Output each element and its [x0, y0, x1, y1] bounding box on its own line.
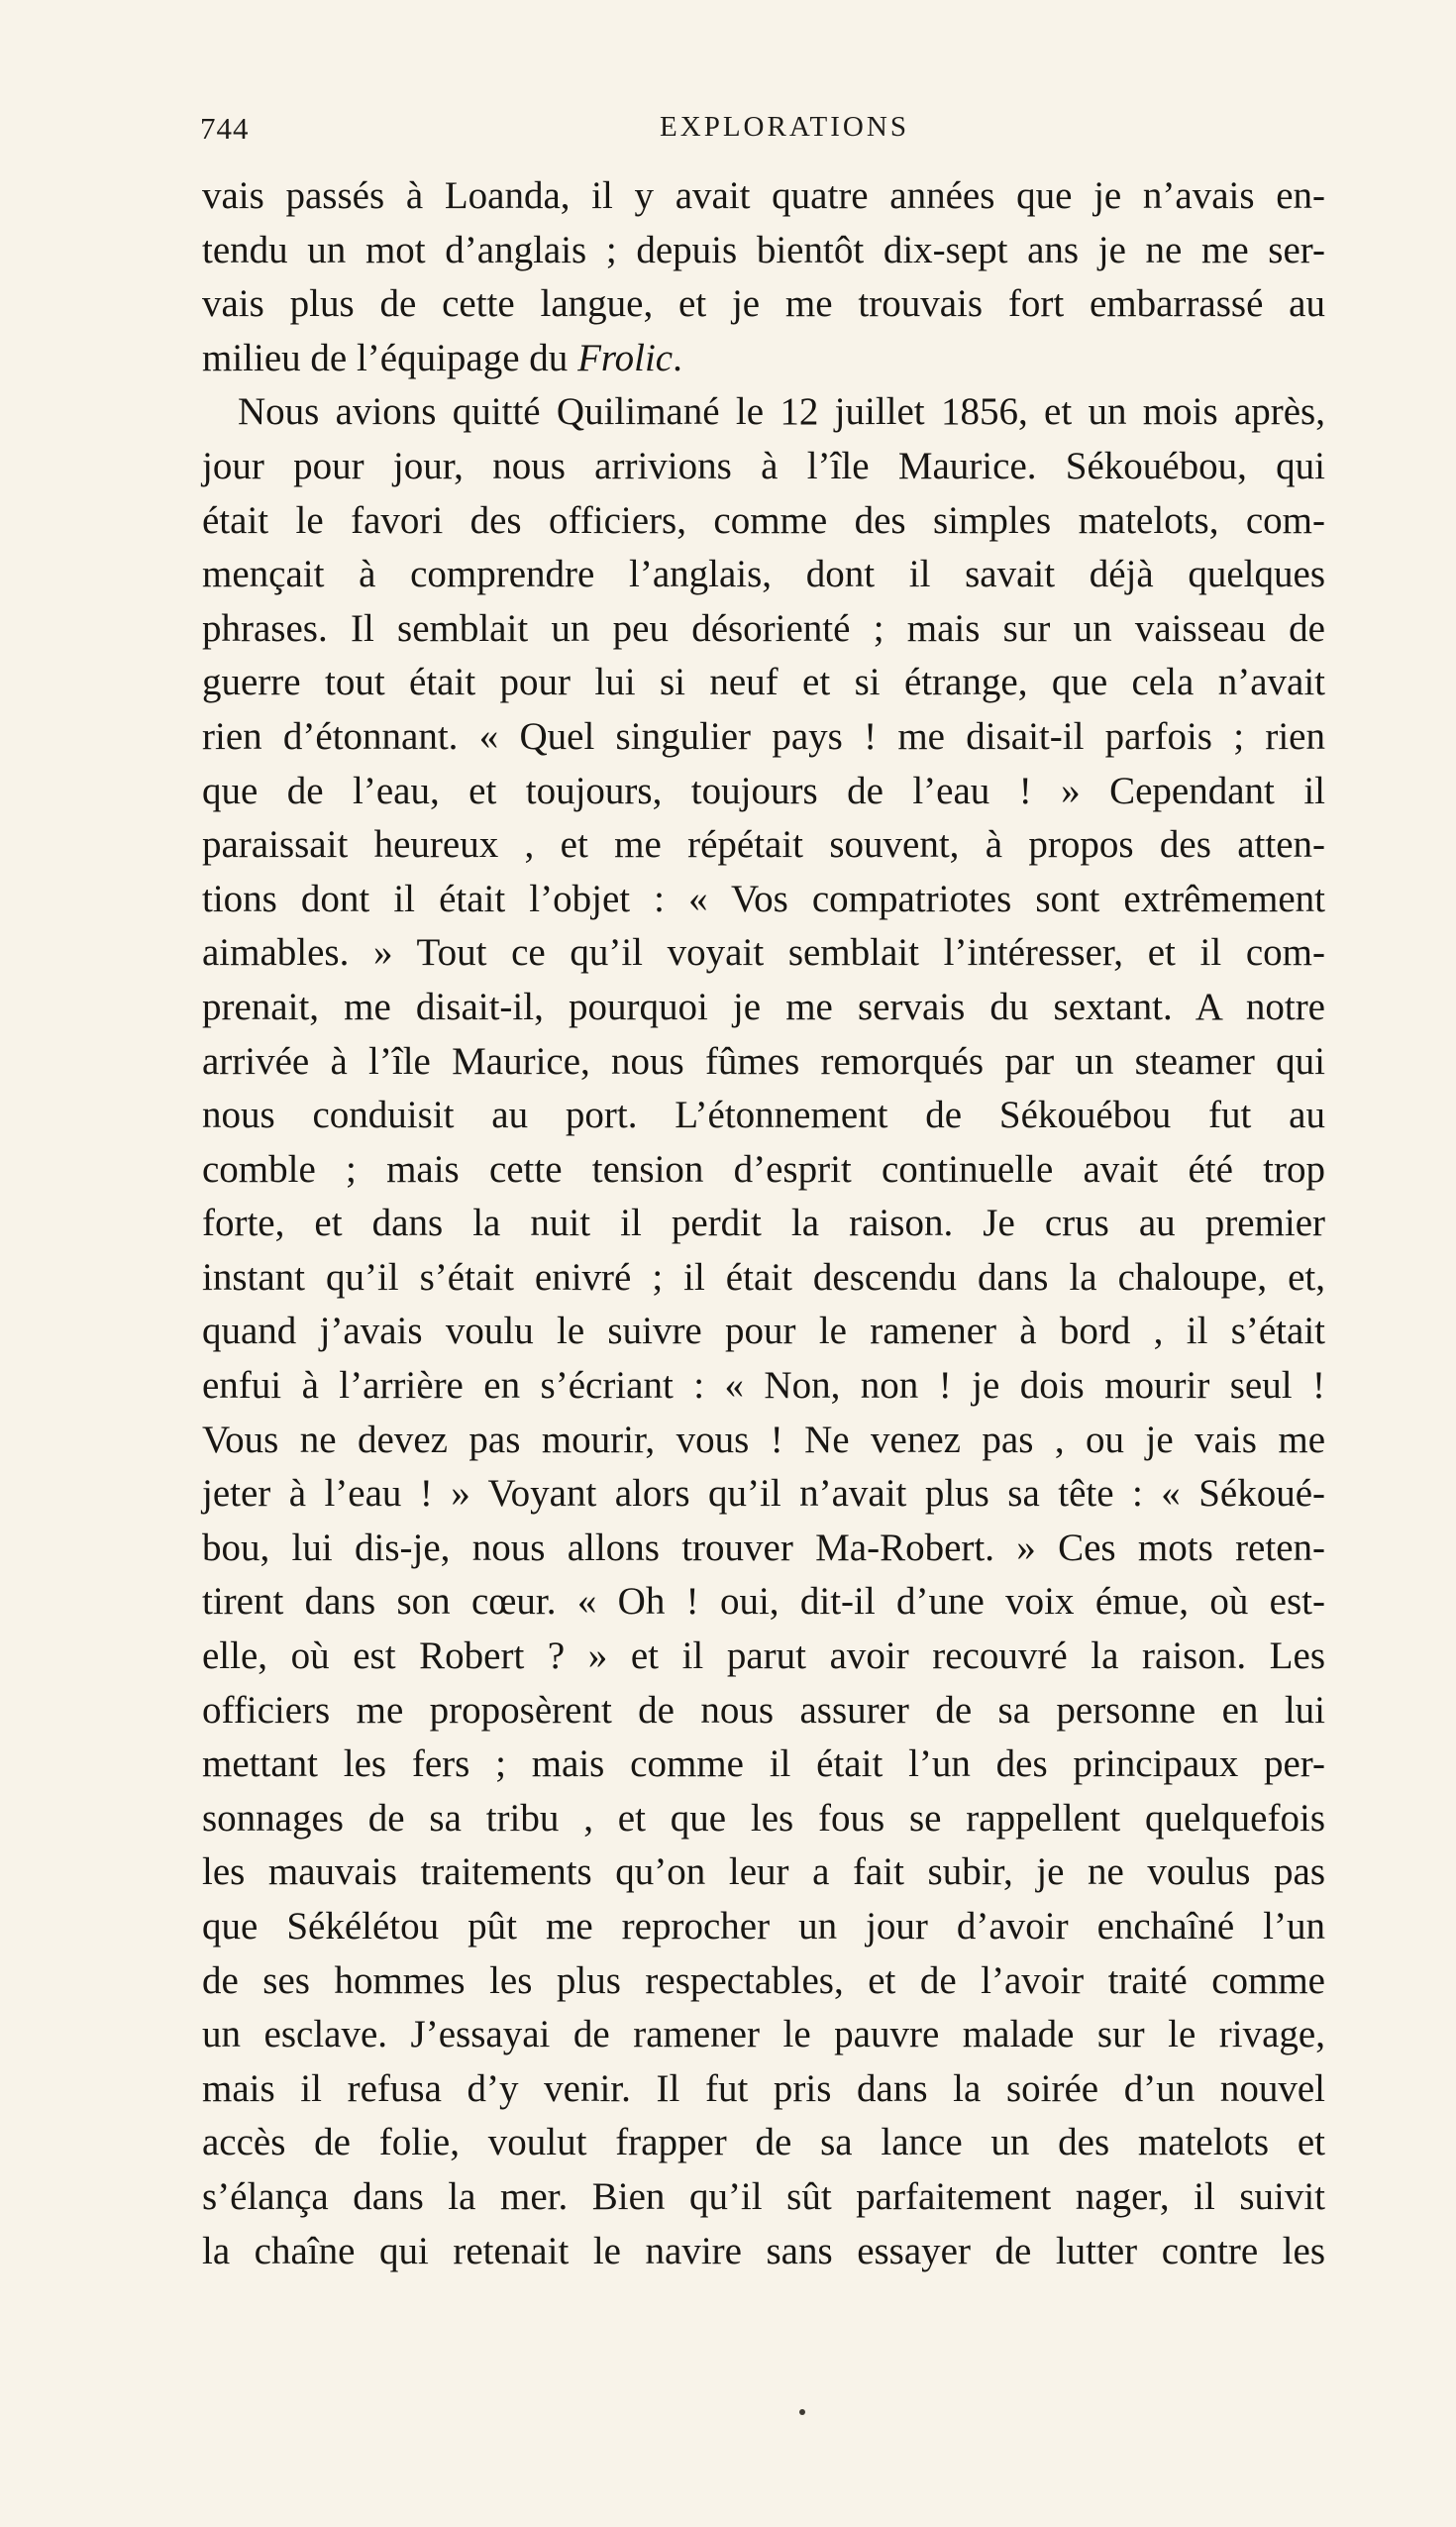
ship-name: Frolic: [577, 336, 674, 379]
text-line: un esclave. J’essayai de ramener le pauvre malade sur le rivage,: [202, 2013, 1325, 2056]
text-line: bou, lui dis-je, nous allons trouver Ma-Robert. » Ces mots reten-: [202, 1526, 1325, 1569]
text-line: la chaîne qui retenait le navire sans essayer de lutter contre les: [202, 2229, 1325, 2272]
text-line: mettant les fers ; mais comme il était l’un des principaux per-: [202, 1742, 1325, 1786]
text-line: accès de folie, voulut frapper de sa lance un des matelots et: [202, 2121, 1325, 2164]
page-number: 744: [200, 111, 250, 146]
text-line: enfui à l’arrière en s’écriant : « Non, non ! je dois mourir seul !: [202, 1364, 1325, 1408]
text-line: mençait à comprendre l’anglais, dont il savait déjà quelques: [202, 553, 1325, 596]
text-line: s’élança dans la mer. Bien qu’il sût parfaitement nager, il suivit: [202, 2174, 1325, 2218]
text-line: jour pour jour, nous arrivions à l’île Maurice. Sékouébou, qui: [202, 444, 1325, 487]
text-line: que de l’eau, et toujours, toujours de l’eau ! » Cependant il: [202, 769, 1325, 812]
text-line: tendu un mot d’anglais ; depuis bientôt dix-sept ans je ne me ser-: [202, 228, 1325, 271]
text-line: tions dont il était l’objet : « Vos compatriotes sont extrêmement: [202, 877, 1325, 920]
text-line: que Sékélétou pût me reprocher un jour d’avoir enchaîné l’un: [202, 1905, 1325, 1948]
text-line: tirent dans son cœur. « Oh ! oui, dit-il d’une voix émue, où est-: [202, 1580, 1325, 1624]
text-line: quand j’avais voulu le suivre pour le ramener à bord , il s’était: [202, 1310, 1325, 1353]
text-line: forte, et dans la nuit il perdit la raison. Je crus au premier: [202, 1202, 1325, 1245]
ink-speck: [799, 2409, 805, 2415]
text-fragment: milieu de l’équipage du: [202, 336, 569, 379]
running-head: [200, 111, 1325, 151]
text-line: sonnages de sa tribu , et que les fous se rappellent quelquefois: [202, 1796, 1325, 1840]
text-line: les mauvais traitements qu’on leur a fait subir, je ne voulus pas: [202, 1850, 1325, 1894]
text-line: vais plus de cette langue, et je me trouvais fort embarrassé au: [202, 282, 1325, 326]
body-text: [202, 169, 1325, 2278]
text-line: phrases. Il semblait un peu désorienté ; mais sur un vaisseau de: [202, 606, 1325, 650]
text-line: elle, où est Robert ? » et il parut avoir recouvré la raison. Les: [202, 1634, 1325, 1678]
text-line: paraissait heureux , et me répétait souvent, à propos des atten-: [202, 823, 1325, 867]
text-line: guerre tout était pour lui si neuf et si étrange, que cela n’avait: [202, 661, 1325, 704]
text-line: rien d’étonnant. « Quel singulier pays ! me disait-il parfois ; rien: [202, 714, 1325, 758]
text-line: arrivée à l’île Maurice, nous fûmes remorqués par un steamer qui: [202, 1039, 1325, 1083]
text-line: prenait, me disait-il, pourquoi je me servais du sextant. A notre: [202, 985, 1325, 1028]
text-line: Nous avions quitté Quilimané le 12 juillet 1856, et un mois après,: [238, 390, 1325, 434]
text-line: milieu de l’équipage du Frolic.: [202, 336, 682, 379]
text-line: instant qu’il s’était enivré ; il était descendu dans la chaloupe, et,: [202, 1255, 1325, 1299]
text-line: Vous ne devez pas mourir, vous ! Ne venez pas , ou je vais me: [202, 1418, 1325, 1461]
text-line: officiers me proposèrent de nous assurer de sa personne en lui: [202, 1688, 1325, 1732]
text-line: vais passés à Loanda, il y avait quatre années que je n’avais en-: [202, 174, 1325, 217]
text-line: aimables. » Tout ce qu’il voyait semblait l’intéresser, et il com-: [202, 931, 1325, 975]
text-line: nous conduisit au port. L’étonnement de Sékouébou fut au: [202, 1094, 1325, 1137]
running-title: EXPLORATIONS: [660, 111, 909, 143]
text-line: de ses hommes les plus respectables, et de l’avoir traité comme: [202, 1958, 1325, 2002]
text-line: mais il refusa d’y venir. Il fut pris dans la soirée d’un nouvel: [202, 2066, 1325, 2110]
text-line: était le favori des officiers, comme des simples matelots, com-: [202, 498, 1325, 542]
text-line: jeter à l’eau ! » Voyant alors qu’il n’avait plus sa tête : « Sékoué-: [202, 1472, 1325, 1516]
text-line: comble ; mais cette tension d’esprit continuelle avait été trop: [202, 1147, 1325, 1191]
